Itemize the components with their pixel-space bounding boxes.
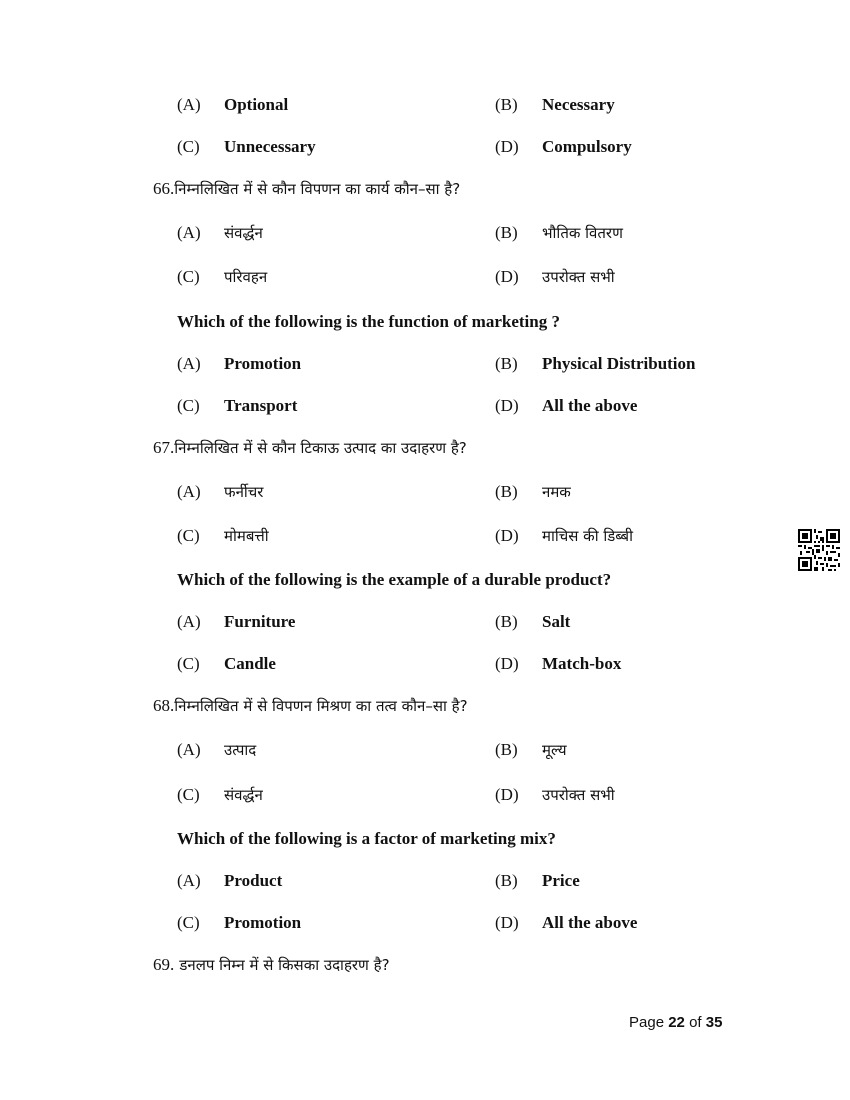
question-number: 68. xyxy=(153,696,175,715)
question-hindi xyxy=(0,692,850,720)
question-text-hi: निम्नलिखित में से विपणन मिश्रण का तत्व कौन–सा है? xyxy=(174,697,468,715)
option-text: Price xyxy=(542,871,580,890)
option-label: (C) xyxy=(177,267,200,286)
option-label: (C) xyxy=(177,785,200,804)
option-row xyxy=(0,867,850,895)
question-english xyxy=(0,566,850,594)
option-text: उपरोक्त सभी xyxy=(542,268,615,286)
option-label: (B) xyxy=(495,740,518,759)
option-label: (B) xyxy=(495,95,518,114)
option-text: Optional xyxy=(224,95,289,114)
option-label: (A) xyxy=(177,482,201,501)
option-label: (D) xyxy=(495,526,519,545)
question-hindi xyxy=(0,175,850,203)
option-label: (C) xyxy=(177,913,200,932)
option-text: मोमबत्ती xyxy=(224,527,269,545)
option-row xyxy=(0,91,850,119)
option-text: Transport xyxy=(224,396,298,415)
option-label: (A) xyxy=(177,612,201,631)
option-text: Salt xyxy=(542,612,571,631)
option-text: Physical Distribution xyxy=(542,354,696,373)
option-label: (A) xyxy=(177,95,201,114)
option-label: (C) xyxy=(177,396,200,415)
option-text: Promotion xyxy=(224,913,302,932)
option-label: (D) xyxy=(495,267,519,286)
question-text-hi: निम्नलिखित में से कौन टिकाऊ उत्पाद का उदाहरण है? xyxy=(174,439,467,457)
option-text: फर्नीचर xyxy=(224,483,264,501)
option-text: नमक xyxy=(542,483,571,501)
option-text: Unnecessary xyxy=(224,137,316,156)
question-hindi xyxy=(0,951,850,979)
option-text: Furniture xyxy=(224,612,296,631)
option-row xyxy=(0,478,850,506)
page-indicator xyxy=(629,1014,722,1031)
option-row xyxy=(0,909,850,937)
option-row xyxy=(0,219,850,247)
option-text: उत्पाद xyxy=(224,741,257,759)
option-row xyxy=(0,133,850,161)
option-text: Compulsory xyxy=(542,137,632,156)
option-label: (C) xyxy=(177,526,200,545)
option-text: उपरोक्त सभी xyxy=(542,786,615,804)
question-text-hi: निम्नलिखित में से कौन विपणन का कार्य कौन–सा है? xyxy=(174,180,461,198)
option-text: Product xyxy=(224,871,283,890)
page-total: 35 xyxy=(705,1014,723,1031)
option-label: (D) xyxy=(495,396,519,415)
option-row xyxy=(0,650,850,678)
question-hindi xyxy=(0,434,850,462)
option-row xyxy=(0,781,850,809)
question-text-en: Which of the following is a factor of marketing mix? xyxy=(177,829,556,848)
question-number: 69. xyxy=(153,955,175,974)
page-current: 22 xyxy=(668,1014,685,1031)
option-text: Match-box xyxy=(542,654,622,673)
option-text: संवर्द्धन xyxy=(224,786,263,804)
option-row xyxy=(0,608,850,636)
question-number: 66. xyxy=(153,179,175,198)
question-text-hi: डनलप निम्न में से किसका उदाहरण है? xyxy=(179,956,390,974)
question-number: 67. xyxy=(153,438,175,457)
option-label: (A) xyxy=(177,871,201,890)
option-text: परिवहन xyxy=(224,268,268,286)
option-text: All the above xyxy=(542,396,638,415)
option-label: (D) xyxy=(495,913,519,932)
option-label: (B) xyxy=(495,871,518,890)
option-label: (B) xyxy=(495,354,518,373)
option-label: (D) xyxy=(495,785,519,804)
qr-code-icon xyxy=(798,529,840,571)
option-label: (D) xyxy=(495,137,519,156)
option-row xyxy=(0,263,850,291)
question-text-en: Which of the following is the function of marketing ? xyxy=(177,312,560,331)
question-english xyxy=(0,308,850,336)
option-label: (B) xyxy=(495,482,518,501)
option-label: (D) xyxy=(495,654,519,673)
option-text: Candle xyxy=(224,654,276,673)
option-text: All the above xyxy=(542,913,638,932)
option-row xyxy=(0,350,850,378)
option-text: Necessary xyxy=(542,95,615,114)
page-word: Page xyxy=(629,1014,665,1031)
option-label: (A) xyxy=(177,354,201,373)
option-text: माचिस की डिब्बी xyxy=(542,527,633,545)
option-text: Promotion xyxy=(224,354,302,373)
option-label: (C) xyxy=(177,654,200,673)
option-row xyxy=(0,522,850,550)
option-row xyxy=(0,392,850,420)
question-text-en: Which of the following is the example of a durable product? xyxy=(177,570,612,589)
option-label: (B) xyxy=(495,223,518,242)
option-label: (A) xyxy=(177,223,201,242)
option-label: (C) xyxy=(177,137,200,156)
question-english xyxy=(0,825,850,853)
option-text: मूल्य xyxy=(542,741,567,759)
of-word: of xyxy=(689,1014,702,1031)
option-text: संवर्द्धन xyxy=(224,224,263,242)
option-row xyxy=(0,736,850,764)
option-label: (A) xyxy=(177,740,201,759)
option-label: (B) xyxy=(495,612,518,631)
option-text: भौतिक वितरण xyxy=(542,224,623,242)
